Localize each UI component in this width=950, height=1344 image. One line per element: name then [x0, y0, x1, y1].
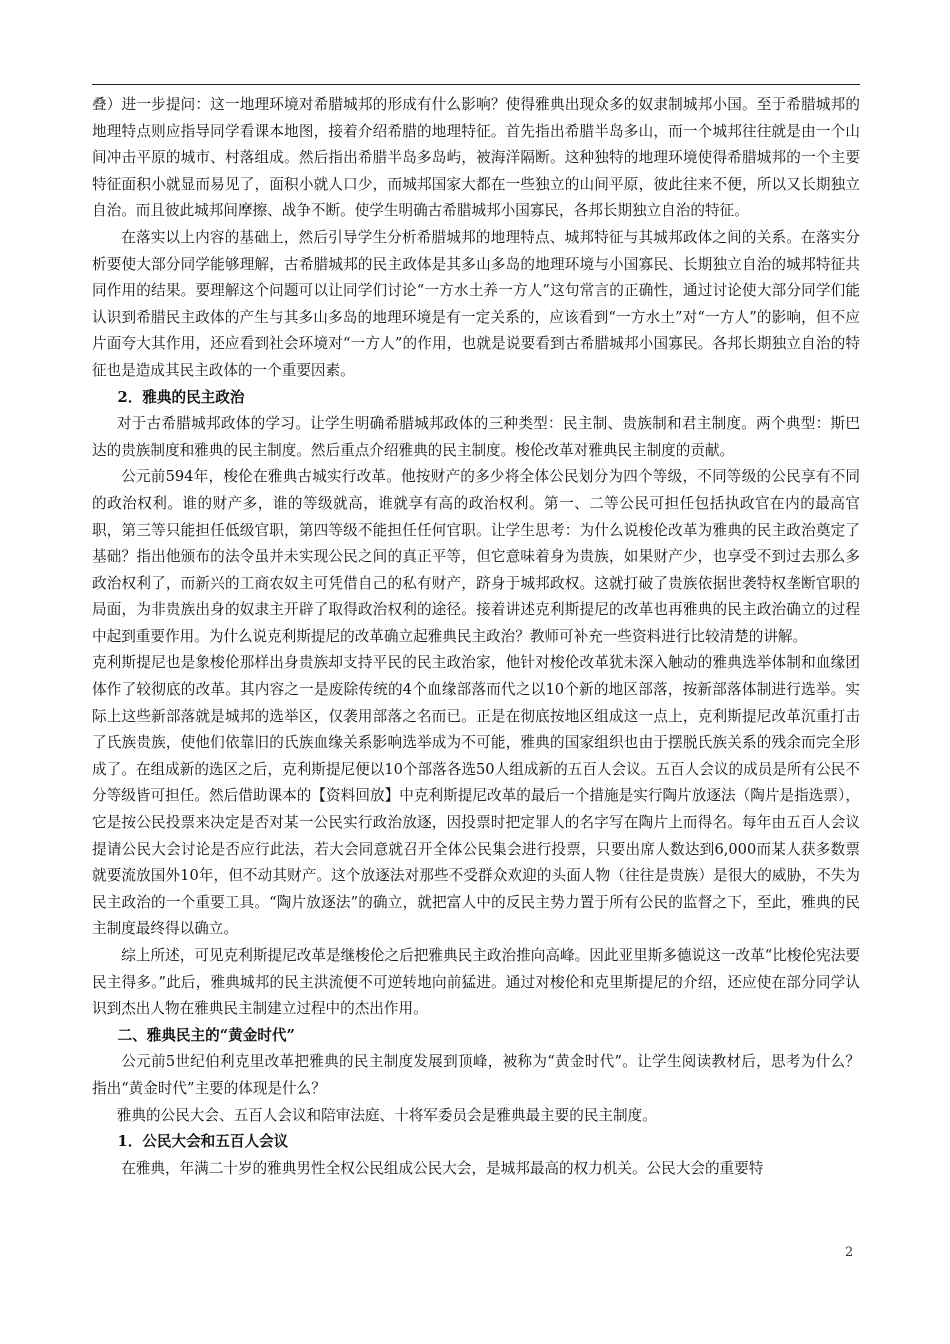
- document-body: [92, 92, 860, 1182]
- header-rule: [92, 84, 860, 85]
- paragraph-8: 雅典的公民大会、五百人会议和陪审法庭、十将军委员会是雅典最主要的民主制度。: [116, 1106, 657, 1124]
- paragraph-3: 对于古希腊城邦政体的学习。让学生明确希腊城邦政体的三种类型：民主制、贵族制和君主制度。两个典型：斯巴达的贵族制度和雅典的民主制度。然后重点介绍雅典的民主制度。梭伦改革对雅典民主制度的贡献。: [92, 415, 860, 459]
- paragraph-1: 叠）进一步提问：这一地理环境对希腊城邦的形成有什么影响？使得雅典出现众多的奴隶制城邦小国。至于希腊城邦的地理特点则应指导同学看课本地图，接着介绍希腊的地理特征。首先指出希腊半岛多山，而一个城邦往往就是由一个山间冲击平原的城市、村落组成。然后指出希腊半岛多岛屿，被海洋隔断。这种独特的地理环境使得希腊城邦的一个主要特征面积小就显而易见了，面积小就人口少，而城邦国家大都在一些独立的山间平原，彼此往来不便，所以又长期独立自治。而且彼此城邦间摩擦、战争不断。使学生明确古希腊城邦小国寡民，各邦长期独立自治的特征。: [92, 96, 860, 220]
- section-heading-golden-age: 二、雅典民主的“黄金时代”: [117, 1026, 295, 1044]
- section-heading-assembly: 1．公民大会和五百人会议: [117, 1133, 289, 1151]
- paragraph-9: 在雅典，年满二十岁的雅典男性全权公民组成公民大会，是城邦最高的权力机关。公民大会的重要特: [121, 1159, 764, 1177]
- page-number: 2: [845, 1245, 854, 1260]
- paragraph-5: 克利斯提尼也是象梭伦那样出身贵族却支持平民的民主政治家，他针对梭伦改革犹未深入触动的雅典选举体制和血缘团体作了较彻底的改革。其内容之一是废除传统的4个血缘部落而代之以10个新的地区部落，按新部落体制进行选举。实际上这些新部落就是城邦的选举区，仅袭用部落之名而已。正是在彻底按地区组成这一点上，克利斯提尼改革沉重打击了氏族贵族，使他们依靠旧的氏族血缘关系影响选举成为不可能，雅典的国家组织也由于摆脱氏族关系的残余而完全形成了。在组成新的选区之后，克利斯提尼便以10个部落各选50人组成新的五百人会议。五百人会议的成员是所有公民不分等级皆可担任。然后借助课本的【资料回放】中克利斯提尼改革的最后一个措施是实行陶片放逐法（陶片是指选票），它是按公民投票来决定是否对某一公民实行政治放逐，因投票时把定罪人的名字写在陶片上而得名。每年由五百人会议提请公民大会讨论是否应行此法，若大会同意就召开全体公民集会进行投票，只要出席人数达到6,000而某人获多数票就要流放国外10年，但不动其财产。这个放逐法对那些不受群众欢迎的头面人物（往往是贵族）是很大的威胁，不失为民主政治的一个重要工具。“陶片放逐法”的确立，就把富人中的反民主势力置于所有公民的监督之下，至此，雅典的民主制度最终得以确立。: [92, 654, 860, 938]
- paragraph-2: 在落实以上内容的基础上，然后引导学生分析希腊城邦的地理特点、城邦特征与其城邦政体之间的关系。在落实分析要使大部分同学能够理解，古希腊城邦的民主政体是其多山多岛的地理环境与小国寡民、长期独立自治的城邦特征共同作用的结果。要理解这个问题可以让同学们讨论“一方水土养一方人”这句常言的正确性，通过讨论使大部分同学们能认识到希腊民主政体的产生与其多山多岛的地理环境是有一定关系的，应该看到“一方水土”对“一方人”的影响，但不应片面夸大其作用，还应看到社会环境对“一方人”的作用，也就是说要看到古希腊城邦小国寡民。各邦长期独立自治的特征也是造成其民主政体的一个重要因素。: [92, 228, 860, 379]
- paragraph-7: 公元前5世纪伯利克里改革把雅典的民主制度发展到顶峰，被称为“黄金时代”。让学生阅读教材后，思考为什么？指出“黄金时代”主要的体现是什么？: [92, 1053, 860, 1097]
- section-heading-athens-democracy: 2．雅典的民主政治: [117, 388, 245, 406]
- paragraph-4: 公元前594年，梭伦在雅典古城实行改革。他按财产的多少将全体公民划分为四个等级，不同等级的公民享有不同的政治权利。谁的财产多，谁的等级就高，谁就享有高的政治权利。第一、二等公民可担任包括执政官在内的最高官职，第三等只能担任低级官职，第四等级不能担任任何官职。让学生思考：为什么说梭伦改革为雅典的民主政治奠定了基础？指出他颁布的法令虽并未实现公民之间的真正平等，但它意味着身为贵族，如果财产少，也享受不到过去那么多政治权利了，而新兴的工商农奴主可凭借自己的私有财产，跻身于城邦政权。这就打破了贵族依据世袭特权垄断官职的局面，为非贵族出身的奴隶主开辟了取得政治权利的途径。接着讲述克利斯提尼的改革也再雅典的民主政治确立的过程中起到重要作用。为什么说克利斯提尼的改革确立起雅典民主政治？教师可补充一些资料进行比较清楚的讲解。: [92, 468, 860, 645]
- paragraph-6: 综上所述，可见克利斯提尼改革是继梭伦之后把雅典民主政治推向高峰。因此亚里斯多德说这一改革“比梭伦宪法要民主得多。”此后，雅典城邦的民主洪流便不可逆转地向前猛进。通过对梭伦和克里斯提尼的介绍，还应使在部分同学认识到杰出人物在雅典民主制建立过程中的杰出作用。: [92, 947, 860, 1018]
